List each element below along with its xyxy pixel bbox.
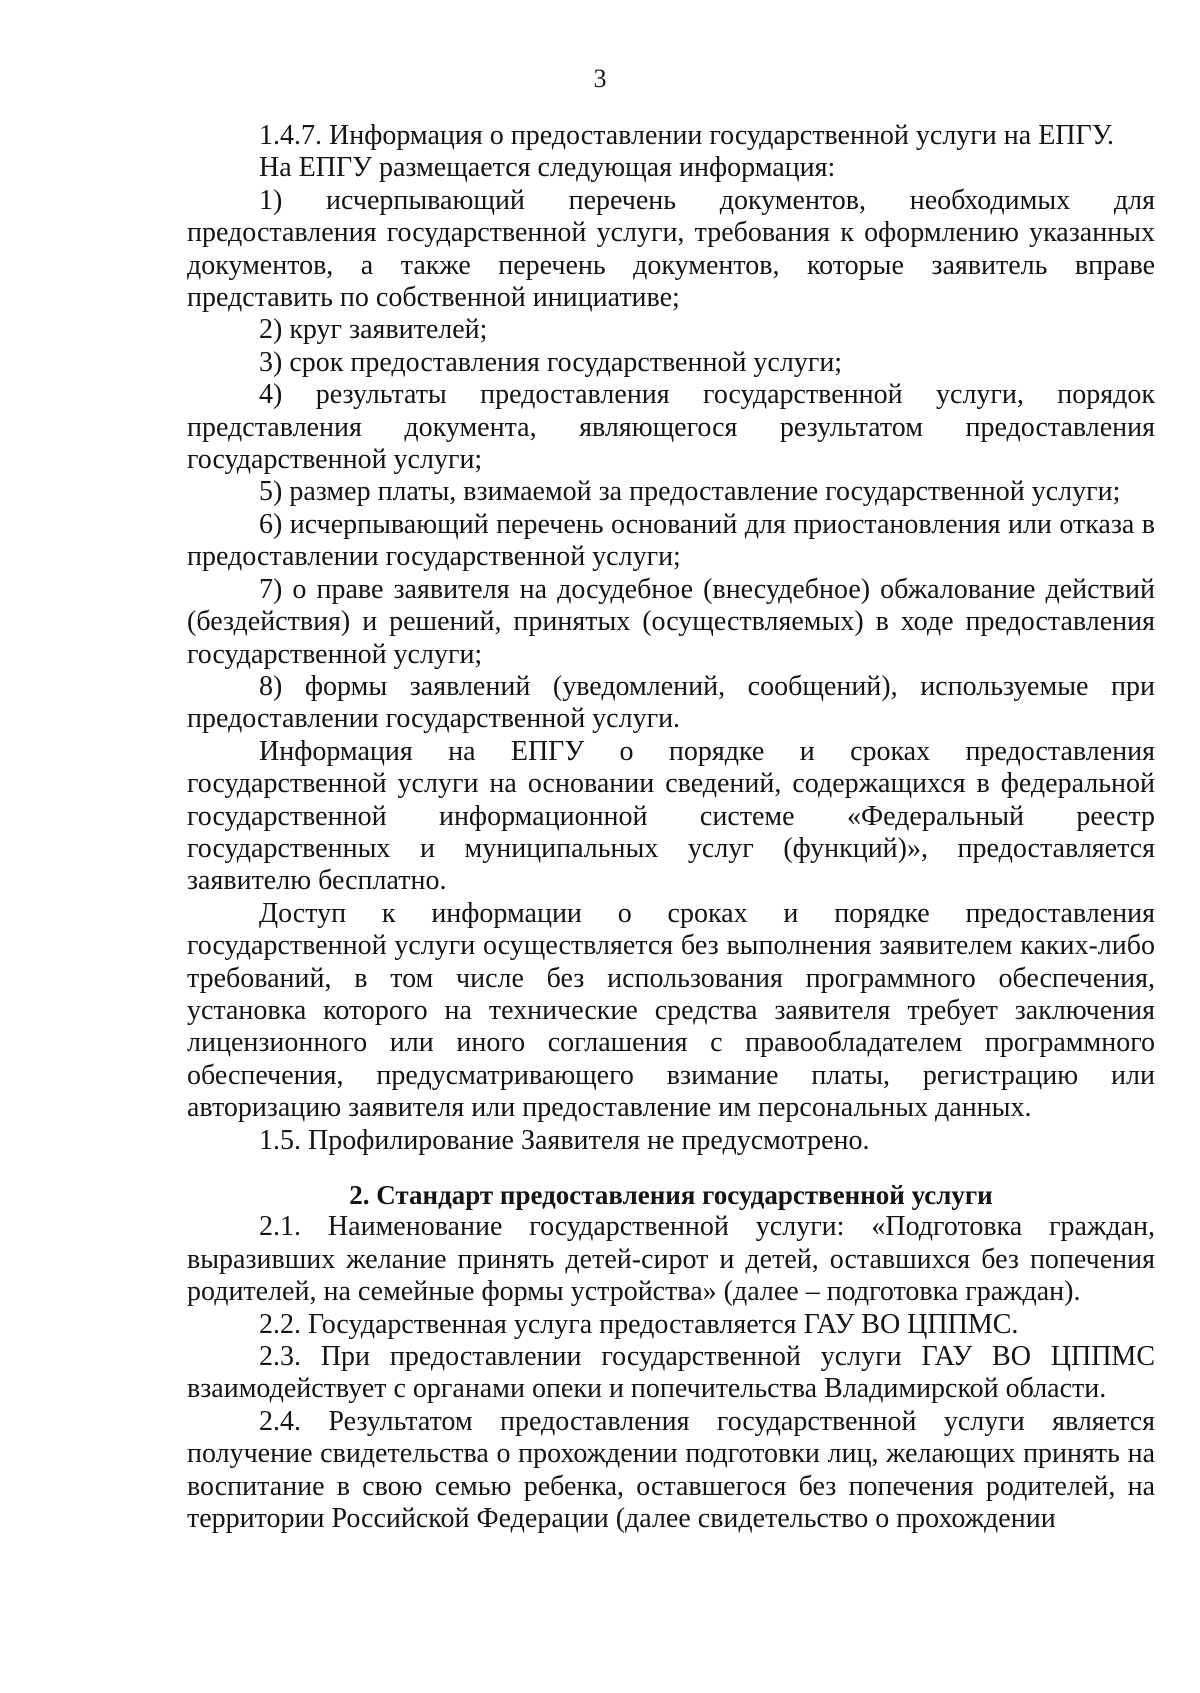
- paragraph-2-4: 2.4. Результатом предоставления государственной услуги является получение свидетельства о прохождении подготовки лиц, желающих принять на воспитание в свою семью ребенка, оставшегося без попечения родителей, на территории Российской Федерации (далее свидетельство о прохождении: [187, 1405, 1155, 1535]
- paragraph-1-5: 1.5. Профилирование Заявителя не предусмотрено.: [259, 1124, 870, 1156]
- page-number: 3: [593, 64, 607, 93]
- list-item-2: 2) круг заявителей;: [259, 314, 488, 346]
- paragraph-2-3: 2.3. При предоставлении государственной услуги ГАУ ВО ЦППМС взаимодействует с органами опеки и попечительства Владимирской области.: [187, 1341, 1155, 1405]
- list-item-8: 8) формы заявлений (уведомлений, сообщений), используемые при предоставлении государственной услуги.: [187, 670, 1155, 735]
- list-item-1: 1) исчерпывающий перечень документов, необходимых для предоставления государственной услуги, требования к оформлению указанных документов, а также перечень документов, которые заявитель вправе представить по собственной инициативе;: [187, 184, 1155, 314]
- paragraph-epgu-info-intro: На ЕПГУ размещается следующая информация:: [259, 152, 836, 184]
- paragraph-1-4-7: 1.4.7. Информация о предоставлении государственной услуги на ЕПГУ.: [259, 120, 1114, 151]
- list-item-7: 7) о праве заявителя на досудебное (внесудебное) обжалование действий (бездействия) и решений, принятых (осуществляемых) в ходе предоставления государственной услуги;: [187, 573, 1155, 670]
- list-item-4: 4) результаты предоставления государственной услуги, порядок представления документа, являющегося результатом предоставления государственной услуги;: [187, 379, 1155, 476]
- list-item-5: 5) размер платы, взимаемой за предоставление государственной услуги;: [259, 476, 1121, 508]
- section-heading: 2. Стандарт предоставления государственной услуги: [349, 1180, 993, 1210]
- paragraph-access-info: Доступ к информации о сроках и порядке предоставления государственной услуги осуществляется без выполнения заявителем каких-либо требований, в том числе без использования программного обеспечения, установка которого на технические средства заявителя требует заключения лицензионного или иного соглашения с правообладателем программного обеспечения, предусматривающего взимание платы, регистрацию или авторизацию заявителя или предоставление им персональных данных.: [187, 897, 1155, 1124]
- document-body: [187, 120, 1155, 1535]
- list-item-3: 3) срок предоставления государственной услуги;: [259, 346, 843, 378]
- paragraph-free-info: Информация на ЕПГУ о порядке и сроках предоставления государственной услуги на основании сведений, содержащихся в федеральной государственной информационной системе «Федеральный реестр государственных и муниципальных услуг (функций)», предоставляется заявителю бесплатно.: [187, 735, 1155, 897]
- list-item-6: 6) исчерпывающий перечень оснований для приостановления или отказа в предоставлении государственной услуги;: [187, 508, 1155, 573]
- paragraph-2-2: 2.2. Государственная услуга предоставляется ГАУ ВО ЦППМС.: [259, 1308, 1019, 1340]
- paragraph-2-1: 2.1. Наименование государственной услуги: «Подготовка граждан, выразивших желание принять детей-сирот и детей, оставшихся без попечения родителей, на семейные формы устройства» (далее – подготовка граждан).: [187, 1211, 1155, 1308]
